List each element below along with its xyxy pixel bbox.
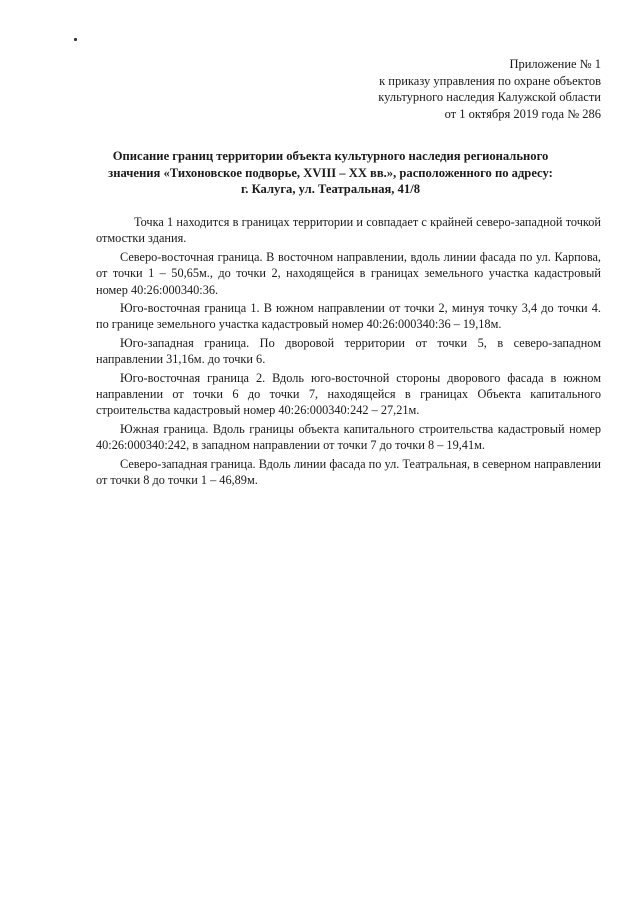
appendix-line: Приложение № 1 — [509, 57, 601, 71]
document-body — [96, 214, 601, 491]
document-title — [60, 148, 601, 198]
title-line: г. Калуга, ул. Театральная, 41/8 — [241, 182, 420, 196]
appendix-line: культурного наследия Калужской области — [378, 90, 601, 104]
paragraph-south-border: Южная граница. Вдоль границы объекта капитального строительства кадастровый номер 40:26:000340:242, в западном направлении от точки 7 до точки 8 – 19,41м. — [96, 421, 601, 453]
paragraph-southeast-border-2: Юго-восточная граница 2. Вдоль юго-восточной стороны дворового фасада в южном направлении от точки 6 до точки 7, находящейся в границах Объекта капитального строительства кадастровый номер 40:26:000340:242 – 27,21м. — [96, 370, 601, 418]
scan-speck — [74, 38, 77, 41]
paragraph-southeast-border-1: Юго-восточная граница 1. В южном направлении от точки 2, минуя точку 3,4 до точки 4. по границе земельного участка кадастровый номер 40:26:000340:36 – 19,18м. — [96, 301, 601, 332]
appendix-line: к приказу управления по охране объектов — [379, 73, 601, 88]
paragraph-northeast-border: Северо-восточная граница. В восточном направлении, вдоль линии фасада по ул. Карпова, от точки 1 – 50,65м., до точки 2, находящейся в границах земельного участка кадастровый номер 40:26:000340:36. — [96, 249, 601, 297]
appendix-line: от 1 октября 2019 года № 286 — [444, 106, 601, 121]
paragraph-point-1: Точка 1 находится в границах территории и совпадает с крайней северо-западной точкой отмостки здания. — [96, 215, 601, 246]
appendix-header — [378, 56, 601, 122]
paragraph-northwest-border: Северо-западная граница. Вдоль линии фасада по ул. Театральная, в северном направлении от точки 8 до точки 1 – 46,89м. — [96, 456, 601, 488]
title-line: значения «Тихоновское подворье, XVIII – XX вв.», расположенного по адресу: — [108, 165, 553, 180]
paragraph-southwest-border: Юго-западная граница. По дворовой территории от точки 5, в северо-западном направлении 31,16м. до точки 6. — [96, 335, 601, 367]
title-line: Описание границ территории объекта культурного наследия регионального — [112, 149, 549, 163]
